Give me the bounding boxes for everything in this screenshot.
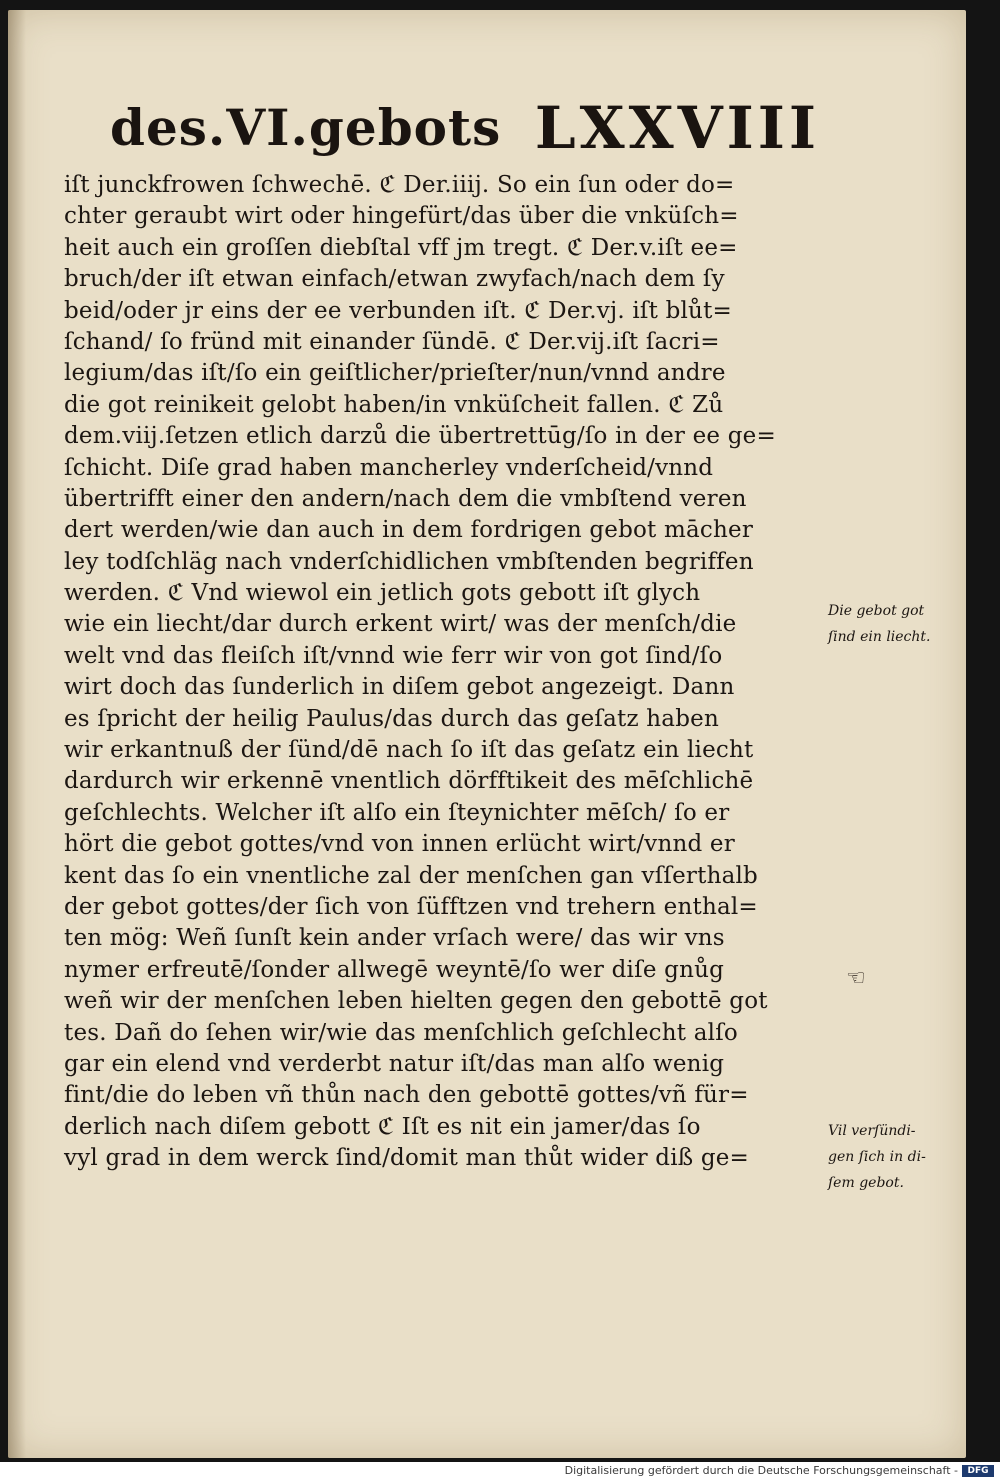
body-line: geſchlechts. Welcher iſt alſo ein ſteynichter mēſch/ ſo er	[64, 799, 730, 826]
body-line: dert werden/wie dan auch in dem fordrigen gebot mācher	[64, 517, 754, 544]
body-line: wirt doch das ſunderlich in diſem gebot angezeigt. Dann	[64, 674, 735, 701]
margin-note-line: ſem gebot.	[828, 1175, 904, 1191]
body-line: tes. Dañ do ſehen wir/wie das menſchlich geſchlecht alſo	[64, 1019, 738, 1046]
running-head	[110, 94, 820, 168]
margin-note-line: Vil verſündi-	[828, 1123, 916, 1139]
body-line: beid/oder jr eins der ee verbunden iſt. ℭ Der.vj. iſt blůt=	[64, 297, 732, 324]
body-line: kent das ſo ein vnentliche zal der menſchen gan vſſerthalb	[64, 862, 758, 889]
page-spine-shadow	[8, 10, 26, 1458]
manicule-mark-icon: ☜	[846, 966, 866, 991]
body-line: wir erkantnuß der ſünd/dē nach ſo iſt das geſatz ein liecht	[64, 737, 754, 764]
body-line: dardurch wir erkennē vnentlich dörfftikeit des mēſchlichē	[64, 768, 754, 795]
dfg-logo: DFG	[962, 1465, 994, 1477]
body-line: wie ein liecht/dar durch erkent wirt/ was der menſch/die	[64, 611, 737, 638]
body-line: ſchand/ ſo fründ mit einander ſündē. ℭ Der.vij.iſt ſacri=	[64, 328, 720, 355]
body-line: gar ein elend vnd verderbt natur iſt/das man alſo wenig	[64, 1050, 725, 1077]
body-line: welt vnd das fleiſch iſt/vnnd wie ferr wir von got ſind/ſo	[64, 642, 723, 669]
digitization-footer	[0, 1462, 1000, 1481]
body-line: ſchicht. Diſe grad haben mancherley vnderſcheid/vnnd	[64, 454, 714, 481]
body-line: übertrifft einer den andern/nach dem die vmbſtend veren	[64, 485, 747, 512]
body-line: dem.viij.ſetzen etlich darzů die übertrettūg/ſo in der ee ge=	[64, 423, 776, 450]
margin-note-line: Die gebot got	[828, 603, 925, 619]
body-line: der gebot gottes/der ſich von ſüfftzen vnd trehern enthal=	[64, 893, 758, 920]
body-line: ten mög: Weñ ſunſt kein ander vrſach were/ das wir vns	[64, 925, 725, 952]
body-line: hört die gebot gottes/vnd von innen erlücht wirt/vnnd er	[64, 831, 735, 858]
body-line: ley todſchläg nach vnderſchidlichen vmbſtenden begriffen	[64, 548, 754, 575]
body-line: es ſpricht der heilig Paulus/das durch das geſatz haben	[64, 705, 719, 732]
body-line: weñ wir der menſchen leben hielten gegen den gebottē got	[64, 988, 768, 1015]
body-text-block	[64, 170, 824, 1175]
margin-note-line: gen ſich in di-	[828, 1149, 926, 1165]
body-line: bruch/der iſt etwan einfach/etwan zwyfach/nach dem ſy	[64, 266, 725, 293]
body-line: derlich nach diſem gebott ℭ Iſt es nit ein jamer/das ſo	[64, 1113, 701, 1140]
body-line: legium/das iſt/ſo ein geiſtlicher/prieſter/nun/vnnd andre	[64, 360, 726, 387]
margin-note-line: ſind ein liecht.	[828, 629, 931, 645]
body-line: iſt junckfrowen ſchwechē. ℭ Der.iiij. So ein ſun oder do=	[64, 172, 735, 198]
body-line: heit auch ein groſſen diebſtal vff jm tregt. ℭ Der.v.iſt ee=	[64, 234, 738, 261]
body-line: werden. ℭ Vnd wiewol ein jetlich gots gebott iſt glych	[64, 580, 701, 607]
body-line: nymer erfreutē/ſonder allwegē weyntē/ſo wer diſe gnůg	[64, 956, 725, 983]
margin-note-versuendigen	[828, 1118, 926, 1196]
body-line: fint/die do leben vñ thůn nach den gebottē gottes/vñ für=	[64, 1082, 749, 1109]
running-head-title: des.VI.gebots	[110, 98, 502, 157]
body-line: vyl grad in dem werck ſind/domit man thůt wider diß ge=	[64, 1145, 750, 1172]
funding-credit: Digitalisierung gefördert durch die Deutsche Forschungsgemeinschaft -	[564, 1464, 958, 1477]
margin-note-gebot-liecht	[828, 598, 931, 650]
body-line: die got reinikeit gelobt haben/in vnküſcheit fallen. ℭ Zů	[64, 391, 724, 418]
body-line: chter geraubt wirt oder hingefürt/das über die vnküſch=	[64, 203, 739, 230]
folio-number: LXXVIII	[534, 94, 820, 162]
